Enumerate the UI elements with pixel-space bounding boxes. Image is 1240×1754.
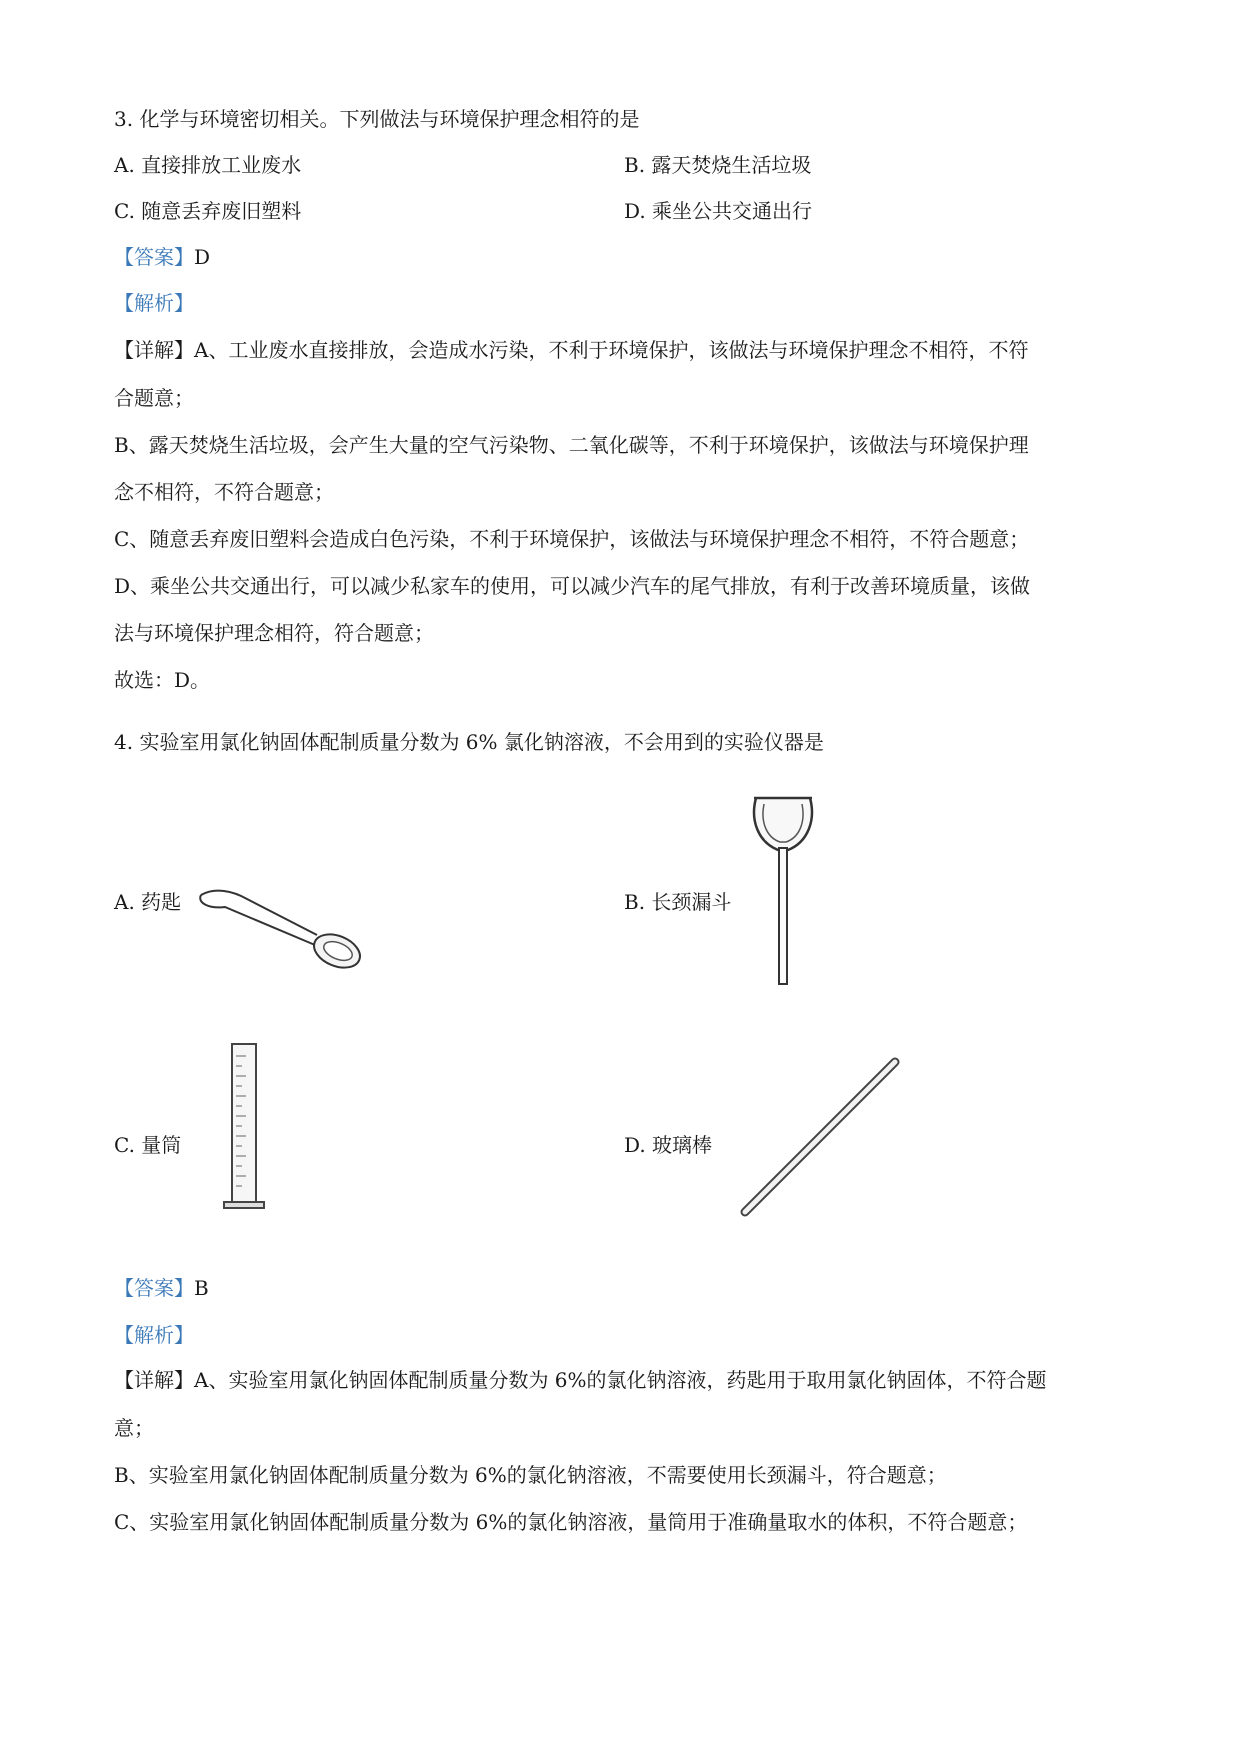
q4-option-d: D. 玻璃棒 [624, 1133, 713, 1157]
q3-analysis-tag: 【解析】 [114, 291, 194, 315]
q4-answer [114, 1273, 209, 1303]
graduated-cylinder-icon [220, 1040, 270, 1215]
q3-stem: 3. 化学与环境密切相关。下列做法与环境保护理念相符的是 [114, 107, 640, 131]
q3-detail-8: 故选：D。 [114, 668, 211, 692]
q3-detail-7: 法与环境保护理念相符，符合题意； [114, 621, 434, 645]
q3-answer-value: D [194, 245, 211, 269]
glass-rod-icon [735, 1052, 905, 1222]
q3-answer [114, 242, 210, 272]
q4-detail-3: B、实验室用氯化钠固体配制质量分数为 6%的氯化钠溶液，不需要使用长颈漏斗，符合题意； [114, 1463, 947, 1487]
q4-detail-1 [114, 1365, 1047, 1395]
q4-option-c: C. 量筒 [114, 1133, 182, 1157]
q3-detail-6: D、乘坐公共交通出行，可以减少私家车的使用，可以减少汽车的尾气排放，有利于改善环境质量，该做 [114, 574, 1031, 598]
q3-detail-4: 念不相符，不符合题意； [114, 480, 334, 504]
long-neck-funnel-icon [748, 790, 818, 990]
q4-answer-tag: 【答案】 [114, 1276, 194, 1300]
q4-answer-value: B [194, 1276, 209, 1300]
q3-detail-3: B、露天焚烧生活垃圾，会产生大量的空气污染物、二氧化碳等，不利于环境保护，该做法与环境保护理 [114, 433, 1029, 457]
q4-detail-text: A、实验室用氯化钠固体配制质量分数为 6%的氯化钠溶液，药匙用于取用氯化钠固体，不符合题 [194, 1368, 1047, 1392]
q3-detail-1 [114, 335, 1028, 365]
medicine-spoon-icon [195, 885, 370, 985]
q4-detail-2: 意； [114, 1416, 154, 1440]
q3-option-a: A. 直接排放工业废水 [114, 153, 302, 177]
q4-option-b: B. 长颈漏斗 [624, 890, 732, 914]
q4-option-a: A. 药匙 [114, 890, 182, 914]
q4-detail-4: C、实验室用氯化钠固体配制质量分数为 6%的氯化钠溶液，量筒用于准确量取水的体积，不符合题意； [114, 1510, 1028, 1534]
q3-detail-2: 合题意； [114, 386, 194, 410]
q3-option-c: C. 随意丢弃废旧塑料 [114, 199, 302, 223]
q3-detail-text: A、工业废水直接排放，会造成水污染，不利于环境保护，该做法与环境保护理念不相符，不符 [194, 338, 1029, 362]
q4-detail-tag: 【详解】 [114, 1368, 194, 1392]
q4-analysis-tag: 【解析】 [114, 1323, 194, 1347]
q3-answer-tag: 【答案】 [114, 245, 194, 269]
q3-detail-tag: 【详解】 [114, 338, 194, 362]
q4-stem: 4. 实验室用氯化钠固体配制质量分数为 6% 氯化钠溶液，不会用到的实验仪器是 [114, 730, 824, 754]
q3-option-b: B. 露天焚烧生活垃圾 [624, 153, 812, 177]
q3-detail-5: C、随意丢弃废旧塑料会造成白色污染，不利于环境保护，该做法与环境保护理念不相符，不符合题意； [114, 527, 1030, 551]
q3-option-d: D. 乘坐公共交通出行 [624, 199, 813, 223]
